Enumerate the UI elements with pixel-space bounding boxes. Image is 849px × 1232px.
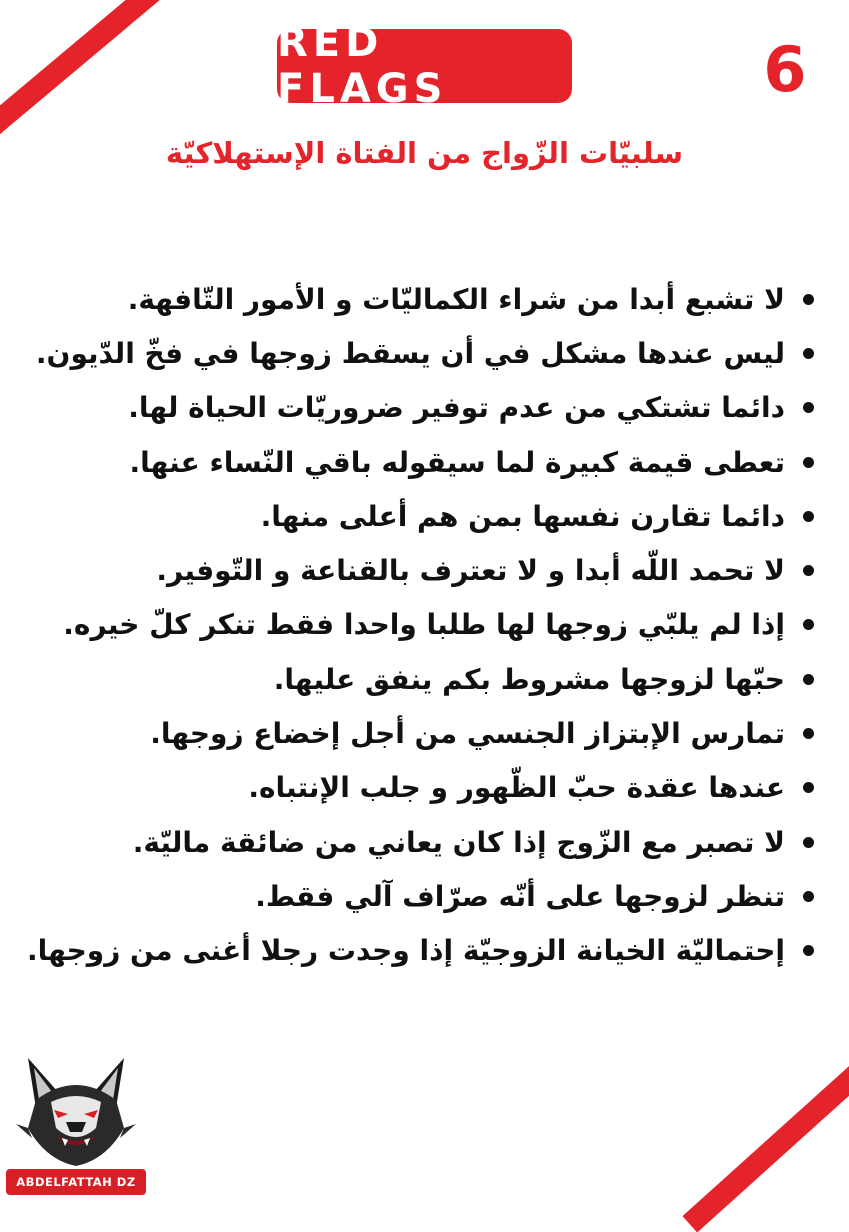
bullet-icon [803, 674, 814, 685]
bullet-icon [803, 945, 814, 956]
list-item [63, 598, 814, 652]
list-item [74, 543, 814, 597]
list-item [74, 815, 814, 869]
list-item-text: تمارس الإبتزاز الجنسي من أجل إخضاع زوجها. [150, 717, 785, 751]
list-item-text: لا تحمد اللّه أبدا و لا تعترف بالقناعة و التّوفير. [156, 554, 785, 588]
page-number: 6 [763, 33, 807, 106]
bullet-icon [803, 619, 814, 630]
wolf-head-icon [6, 1050, 146, 1170]
list-item [74, 652, 814, 706]
list-item-text: دائما تشتكي من عدم توفير ضروريّات الحياة لها. [128, 391, 785, 425]
list-item-text: دائما تقارن نفسها بمن هم أعلى منها. [260, 499, 785, 533]
list-item [74, 489, 814, 543]
bullet-icon [803, 294, 814, 305]
bullet-icon [803, 511, 814, 522]
list-item-text: لا تشبع أبدا من شراء الكماليّات و الأمور التّافهة. [127, 282, 785, 316]
bullet-icon [803, 402, 814, 413]
list-item [74, 869, 814, 923]
list-item [74, 706, 814, 760]
bullet-icon [803, 728, 814, 739]
list-item-text: تنظر لزوجها على أنّه صرّاف آلي فقط. [255, 879, 785, 913]
list-item-text: لا تصبر مع الزّوج إذا كان يعاني من ضائقة ماليّة. [132, 825, 785, 859]
bullet-icon [803, 348, 814, 359]
list-item-text: إحتماليّة الخيانة الزوجيّة إذا وجدت رجلا أغنى من زوجها. [26, 934, 785, 968]
bullet-icon [803, 782, 814, 793]
list-item [74, 272, 814, 326]
list-item [74, 435, 814, 489]
list-item [74, 381, 814, 435]
list-item-text: حبّها لزوجها مشروط بكم ينفق عليها. [273, 662, 785, 696]
bullet-icon [803, 565, 814, 576]
logo-badge: ABDELFATTAH DZ [6, 1169, 146, 1195]
bullet-icon [803, 837, 814, 848]
page-title: RED FLAGS [277, 20, 448, 112]
list-item-text: ليس عندها مشكل في أن يسقط زوجها في فخّ الدّيون. [35, 336, 785, 370]
list-item [26, 924, 814, 978]
corner-stripe-bottom-right [682, 1056, 849, 1232]
bullet-icon [803, 457, 814, 468]
brand-logo [6, 1050, 146, 1195]
page-subtitle: سلبيّات الزّواج من الفتاة الإستهلاكيّة [165, 136, 684, 170]
list-item-text: عندها عقدة حبّ الظّهور و جلب الإنتباه. [248, 771, 785, 805]
list-item [35, 326, 814, 380]
list-item-text: إذا لم يلبّي زوجها لها طلبا واحدا فقط تنكر كلّ خيره. [63, 608, 785, 642]
red-flags-list [26, 272, 814, 978]
list-item [74, 761, 814, 815]
list-item-text: تعطى قيمة كبيرة لما سيقوله باقي النّساء عنها. [129, 445, 785, 479]
title-banner [277, 20, 572, 112]
corner-stripe-top-left [0, 0, 161, 140]
bullet-icon [803, 891, 814, 902]
